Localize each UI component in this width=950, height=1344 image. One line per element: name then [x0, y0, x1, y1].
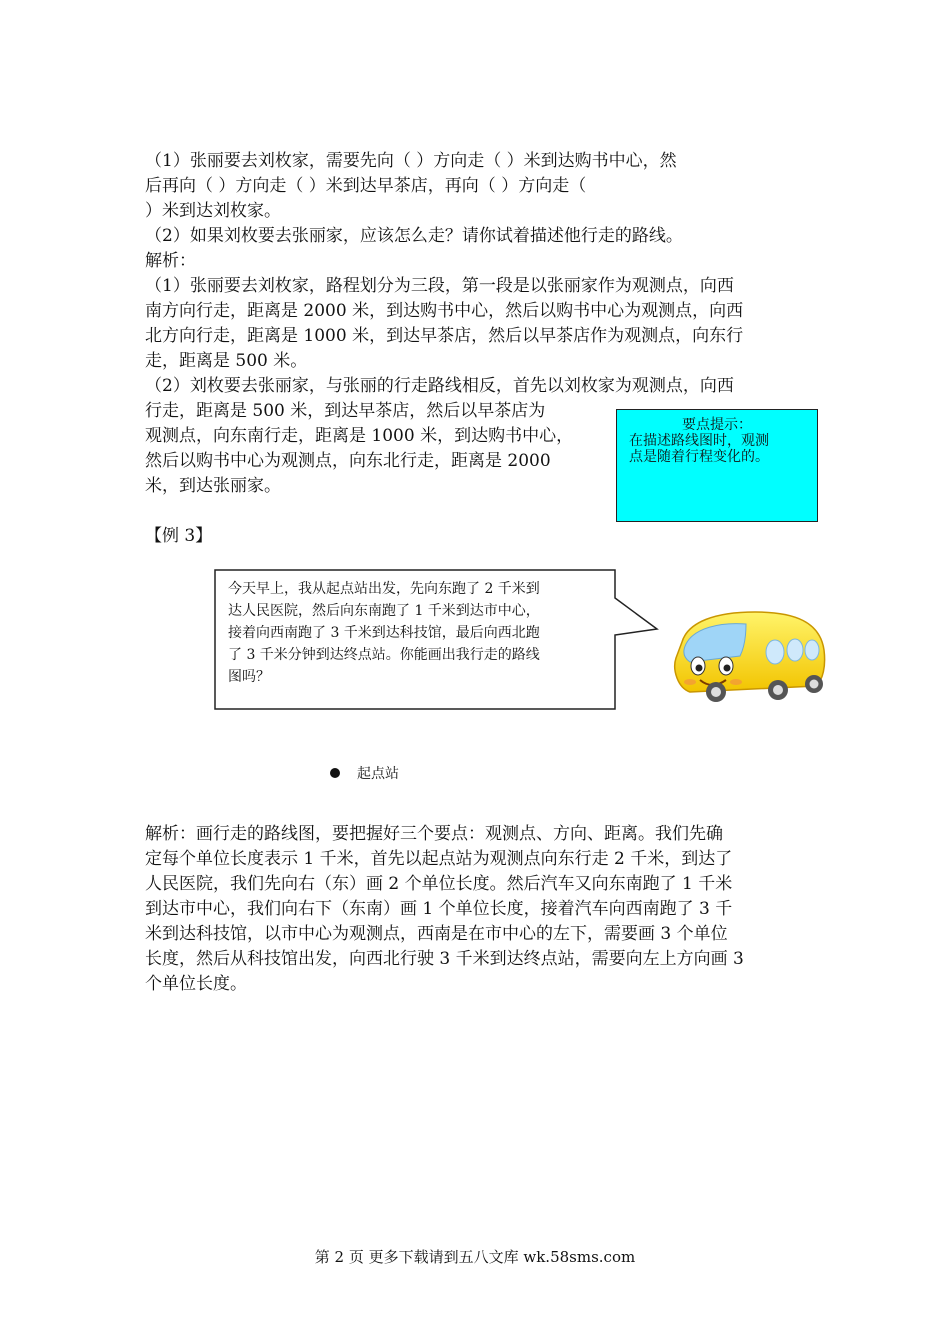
analysis-label: 解析：: [145, 251, 196, 271]
bubble-line: 达人民医院，然后向东南跑了 1 千米到达市中心，: [228, 603, 540, 619]
answer-1-line-4: 走，距离是 500 米。: [145, 351, 308, 371]
analysis-2-line-7: 个单位长度。: [145, 974, 247, 994]
answer-2-line-1: （2）刘枚要去张丽家，与张丽的行走路线相反，首先以刘枚家为观测点，向西: [145, 376, 734, 396]
tip-line: 点是随着行程变化的。: [629, 449, 769, 465]
cartoon-bus-icon: [660, 600, 835, 715]
start-station-label: 起点站: [357, 766, 399, 782]
answer-2-line-4: 然后以购书中心为观测点，向东北行走，距离是 2000: [145, 451, 551, 471]
tip-line: 在描述路线图时，观测: [629, 433, 769, 449]
analysis-2-line-2: 定每个单位长度表示 1 千米，首先以起点站为观测点向东行走 2 千米，到达了: [145, 849, 733, 869]
question-2: （2）如果刘枚要去张丽家，应该怎么走？请你试着描述他行走的路线。: [145, 226, 683, 246]
bubble-line: 图吗？: [228, 669, 270, 685]
bubble-line: 了 3 千米分钟到达终点站。你能画出我行走的路线: [228, 647, 540, 663]
analysis-2-line-1: 解析：画行走的路线图，要把握好三个要点：观测点、方向、距离。我们先确: [145, 824, 723, 844]
example-label: 【例 3】: [145, 526, 213, 546]
answer-1-line-1: （1）张丽要去刘枚家，路程划分为三段，第一段是以张丽家作为观测点，向西: [145, 276, 734, 296]
page-footer: 第 2 页 更多下载请到五八文库 wk.58sms.com: [314, 1248, 636, 1266]
answer-2-line-5: 米，到达张丽家。: [145, 476, 281, 496]
tip-title: 要点提示：: [682, 417, 752, 433]
analysis-2-line-5: 米到达科技馆，以市中心为观测点，西南是在市中心的左下，需要画 3 个单位: [145, 924, 728, 944]
analysis-2-line-3: 人民医院，我们先向右（东）画 2 个单位长度。然后汽车又向东南跑了 1 千米: [145, 874, 733, 894]
question-1-line-2: 后再向（ ）方向走（ ）米到达早茶店，再向（ ）方向走（: [145, 176, 587, 196]
bubble-line: 今天早上，我从起点站出发，先向东跑了 2 千米到: [228, 581, 540, 597]
answer-1-line-3: 北方向行走，距离是 1000 米，到达早茶店，然后以早茶店作为观测点，向东行: [145, 326, 744, 346]
question-1-line-1: （1）张丽要去刘枚家，需要先向（ ）方向走（ ）米到达购书中心，然: [145, 151, 677, 171]
analysis-2-line-6: 长度，然后从科技馆出发，向西北行驶 3 千米到达终点站，需要向左上方向画 3: [145, 949, 744, 969]
analysis-2-line-4: 到达市中心，我们向右下（东南）画 1 个单位长度，接着汽车向西南跑了 3 千: [145, 899, 733, 919]
answer-1-line-2: 南方向行走，距离是 2000 米，到达购书中心，然后以购书中心为观测点，向西: [145, 301, 744, 321]
start-station-marker: [330, 768, 340, 778]
question-1-line-3: ）米到达刘枚家。: [145, 201, 281, 221]
answer-2-line-3: 观测点，向东南行走，距离是 1000 米，到达购书中心，: [145, 426, 574, 446]
bubble-line: 接着向西南跑了 3 千米到达科技馆，最后向西北跑: [228, 625, 540, 641]
answer-2-line-2: 行走，距离是 500 米，到达早茶店，然后以早茶店为: [145, 401, 546, 421]
